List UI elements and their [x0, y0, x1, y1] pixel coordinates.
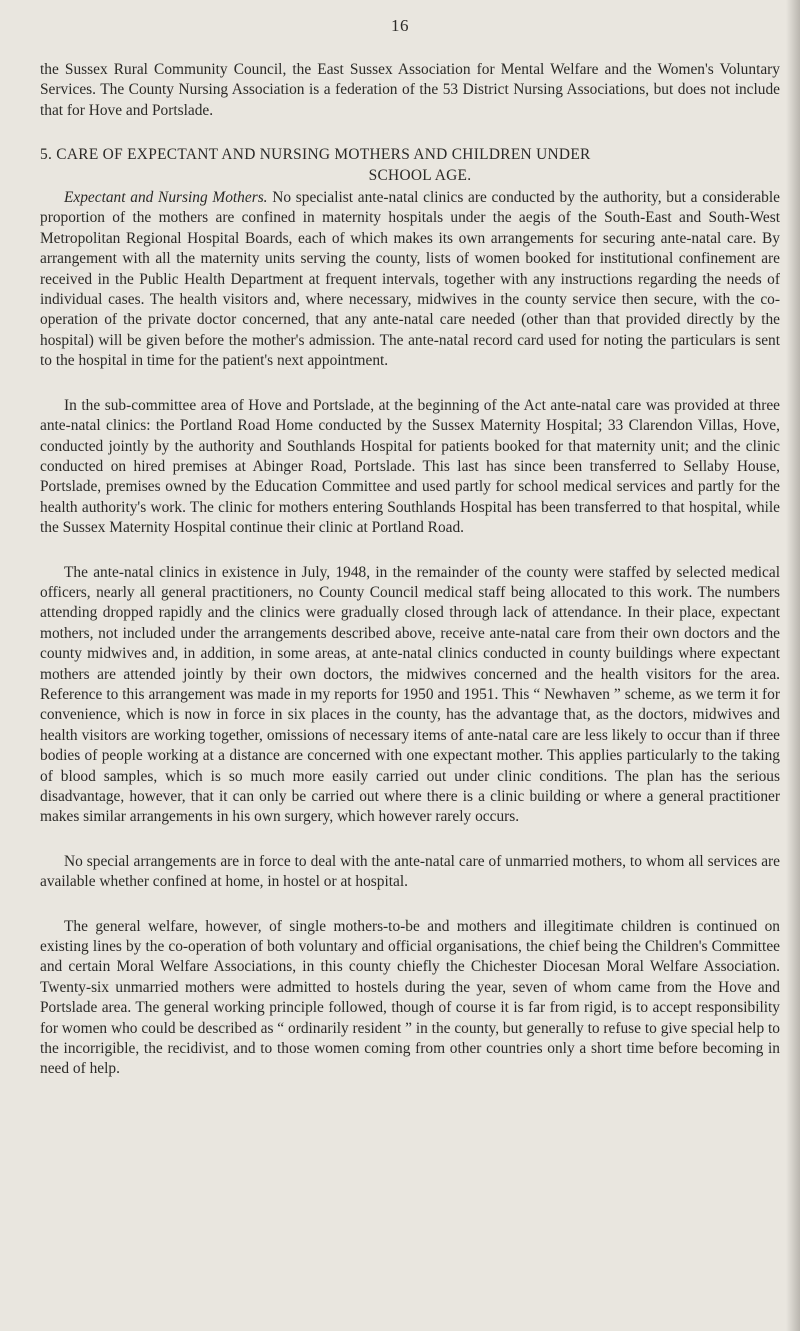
section-heading-line-2: SCHOOL AGE.	[368, 166, 472, 184]
page-body	[40, 60, 780, 1104]
page-number: 16	[391, 16, 409, 35]
section-heading	[40, 145, 780, 186]
intro-paragraph: the Sussex Rural Community Council, the East Sussex Association for Mental Welfare and the Women's Voluntary Services. The County Nursing Association is a federation of the 53 District Nursing Associations, but does not include that for Hove and Portslade.	[40, 61, 780, 119]
paragraph-hove-portslade: In the sub-committee area of Hove and Portslade, at the beginning of the Act ante-natal care was provided at three ante-natal clinics: the Portland Road Home conducted by the Sussex Maternity Hospital; 33 Clarendon Villas, Hove, conducted jointly by the authority and Southlands Hospital for patients booked for that maternity unit; and the clinic conducted on hired premises at Abinger Road, Portslade. This last has since been transferred to Sellaby House, Portslade, premises owned by the Education Committee and used partly for school medical services and partly for the health authority's work. The clinic for mothers entering Southlands Hospital has been transferred to that hospital, while the Sussex Maternity Hospital continue their clinic at Portland Road.	[40, 396, 780, 537]
page-edge-shadow	[786, 0, 800, 1331]
paragraph-lead-italic: Expectant and Nursing Mothers.	[64, 189, 268, 207]
paragraph-expectant-mothers-text: No specialist ante-natal clinics are conducted by the authority, but a considerable proportion of the mothers are confined in maternity hospitals under the aegis of the South-East and South-West Metropolitan Regional Hospital Boards, each of which makes its own arrangements for securing ante-natal care. By arrangement with all the maternity units serving the county, lists of women booked for institutional confinement are received in the Public Health Department at frequent intervals, together with any instructions regarding the needs of individual cases. The health visitors and, where necessary, midwives in the county service then secure, with the co-operation of the private doctor concerned, that any ante-natal care needed (other than that provided directly by the hospital) will be given before the mother's admission. The ante-natal record card used for noting the particulars is sent to the hospital in time for the patient's next appointment.	[40, 189, 780, 370]
section-heading-line-1: 5. CARE OF EXPECTANT AND NURSING MOTHERS AND CHILDREN UNDER	[40, 146, 591, 164]
paragraph-newhaven-scheme: The ante-natal clinics in existence in July, 1948, in the remainder of the county were staffed by selected medical officers, nearly all general practitioners, no County Council medical staff being allocated to this work. The numbers attending dropped rapidly and the clinics were gradually closed through lack of attendance. In their place, expectant mothers, not included under the arrangements described above, receive ante-natal care from their own doctors and the county midwives and, in addition, in some areas, at ante-natal clinics conducted in county buildings where expectant mothers are attended jointly by their own doctors, the midwives concerned and the health visitors for the area. Reference to this arrangement was made in my reports for 1950 and 1951. This “ Newhaven ” scheme, as we term it for convenience, which is now in force in six places in the county, has the advantage that, as the doctors, midwives and health visitors are working together, omissions of necessary items of ante-natal care are less likely to occur than if three bodies of people working at a distance are concerned with one expectant mother. This applies particularly to the taking of blood samples, which is so much more easily carried out under clinic conditions. The plan has the serious disadvantage, however, that it can only be carried out where there is a clinic building or where a general practitioner makes similar arrangements in his own surgery, which however rarely occurs.	[40, 563, 780, 826]
paragraph-general-welfare: The general welfare, however, of single mothers-to-be and mothers and illegitimate children is continued on existing lines by the co-operation of both voluntary and official organisations, the chief being the Children's Committee and certain Moral Welfare Associations, in this county chiefly the Chichester Diocesan Moral Welfare Association. Twenty-six unmarried mothers were admitted to hostels during the year, seven of whom came from the Hove and Portslade area. The general working principle followed, though of course it is far from rigid, is to accept responsibility for women who could be described as “ ordinarily resident ” in the county, but generally to refuse to give special help to the incorrigible, the recidivist, and to those women coming from other countries only a short time before becoming in need of help.	[40, 917, 780, 1078]
paragraph-expectant-mothers	[40, 188, 780, 372]
paragraph-unmarried-mothers: No special arrangements are in force to deal with the ante-natal care of unmarried mothers, to whom all services are available whether confined at home, in hostel or at hospital.	[40, 852, 780, 891]
